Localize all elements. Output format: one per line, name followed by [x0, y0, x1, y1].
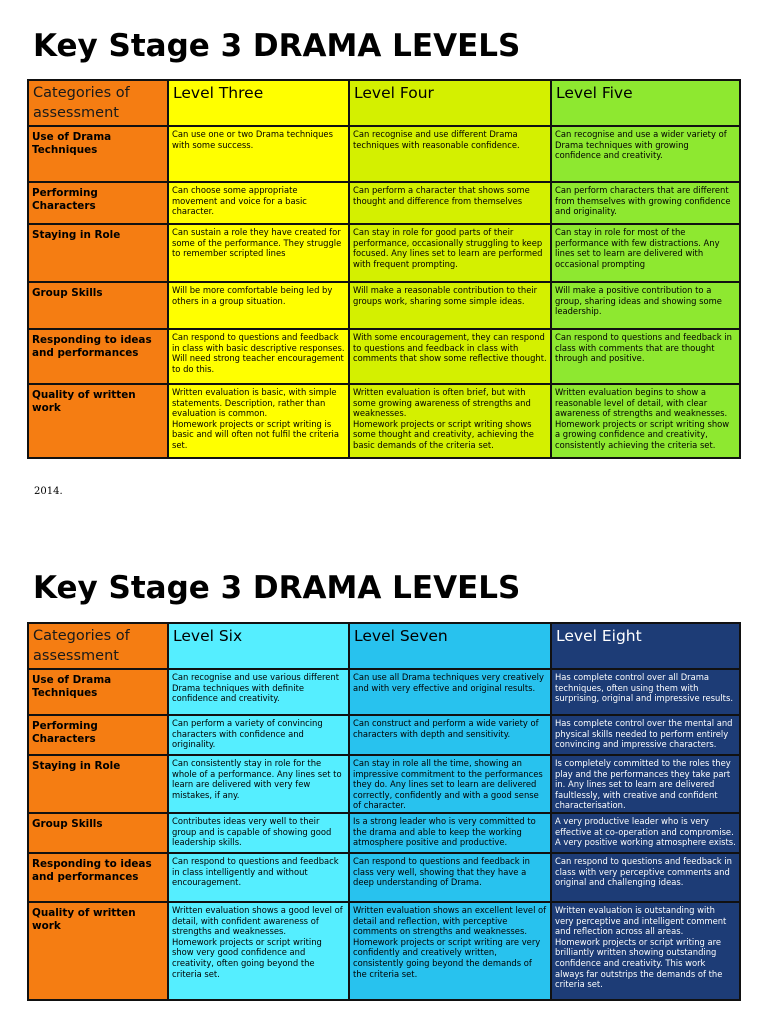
descriptor-cell: Can perform a variety of convincing characters with confidence and originality. — [168, 715, 349, 755]
header-cell-level-four: Level Four — [349, 80, 551, 126]
descriptor-cell: Can sustain a role they have created for some of the performance. They struggle to remember scripted lines — [168, 224, 349, 282]
descriptor-cell: Can construct and perform a wide variety of characters with depth and sensitivity. — [349, 715, 551, 755]
descriptor-cell: Can stay in role for good parts of their performance, occasionally struggling to keep focused. Any lines set to learn are performed with frequent prompting. — [349, 224, 551, 282]
table-row — [28, 853, 740, 902]
descriptor-cell: Can recognise and use a wider variety of Drama techniques with growing confidence and creativity. — [551, 126, 740, 182]
header-cell-categories: Categories of assessment — [28, 80, 168, 126]
table-row — [28, 224, 740, 282]
row-label: Group Skills — [28, 282, 168, 329]
descriptor-cell: With some encouragement, they can respond to questions and feedback in class with comments that show some reflective thought. — [349, 329, 551, 384]
descriptor-cell: Can stay in role all the time, showing an impressive commitment to the performances they do. Any lines set to learn are delivered correctly, confidently and with a good sense of character. — [349, 755, 551, 813]
descriptor-cell: Can perform characters that are different from themselves with growing confidence and originality. — [551, 182, 740, 224]
row-label: Quality of written work — [28, 384, 168, 458]
footer-year: 2014. — [34, 486, 63, 497]
descriptor-cell: Can perform a character that shows some thought and difference from themselves — [349, 182, 551, 224]
page-title: Key Stage 3 DRAMA LEVELS — [33, 28, 521, 64]
header-cell-level-six: Level Six — [168, 623, 349, 669]
descriptor-cell: Will make a reasonable contribution to their groups work, sharing some simple ideas. — [349, 282, 551, 329]
descriptor-cell: Can respond to questions and feedback in class very well, showing that they have a deep understanding of Drama. — [349, 853, 551, 902]
header-cell-level-five: Level Five — [551, 80, 740, 126]
table-row — [28, 813, 740, 853]
row-label: Performing Characters — [28, 715, 168, 755]
header-cell-level-seven: Level Seven — [349, 623, 551, 669]
table-row — [28, 384, 740, 458]
descriptor-cell: Written evaluation shows a good level of detail, with confident awareness of strengths and weaknesses. Homework projects or script writing show very good confidence and creativity, often going beyond the criteria set. — [168, 902, 349, 1000]
descriptor-cell: Written evaluation is basic, with simple statements. Description, rather than evaluation is common. Homework projects or script writing is basic and will often not fulfil the criteria set. — [168, 384, 349, 458]
descriptor-cell: A very productive leader who is very effective at co-operation and compromise. A very positive working atmosphere exists. — [551, 813, 740, 853]
table-row — [28, 715, 740, 755]
descriptor-cell: Has complete control over the mental and physical skills needed to perform entirely convincing and impressive characters. — [551, 715, 740, 755]
descriptor-cell: Will make a positive contribution to a group, sharing ideas and showing some leadership. — [551, 282, 740, 329]
descriptor-cell: Can respond to questions and feedback in class with basic descriptive responses. Will need strong teacher encouragement to do this. — [168, 329, 349, 384]
row-label: Staying in Role — [28, 224, 168, 282]
row-label: Responding to ideas and performances — [28, 853, 168, 902]
rubric-table — [27, 79, 741, 459]
rubric-table — [27, 622, 741, 1001]
row-label: Group Skills — [28, 813, 168, 853]
header-row — [28, 80, 740, 126]
descriptor-cell: Can consistently stay in role for the whole of a performance. Any lines set to learn are delivered with very few mistakes, if any. — [168, 755, 349, 813]
descriptor-cell: Will be more comfortable being led by others in a group situation. — [168, 282, 349, 329]
descriptor-cell: Can respond to questions and feedback in class with very perceptive comments and original and challenging ideas. — [551, 853, 740, 902]
descriptor-cell: Can recognise and use different Drama techniques with reasonable confidence. — [349, 126, 551, 182]
descriptor-cell: Can stay in role for most of the performance with few distractions. Any lines set to learn are delivered with occasional prompting — [551, 224, 740, 282]
row-label: Use of Drama Techniques — [28, 126, 168, 182]
table-row — [28, 182, 740, 224]
header-cell-level-three: Level Three — [168, 80, 349, 126]
descriptor-cell: Written evaluation shows an excellent level of detail and reflection, with perceptive comments on strengths and weaknesses. Homework projects or script writing are very confidently and creatively written, consistently going beyond the demands of the criteria set. — [349, 902, 551, 1000]
row-label: Quality of written work — [28, 902, 168, 1000]
table-row — [28, 329, 740, 384]
descriptor-cell: Is a strong leader who is very committed to the drama and able to keep the working atmosphere positive and productive. — [349, 813, 551, 853]
descriptor-cell: Can respond to questions and feedback in class intelligently and without encouragement. — [168, 853, 349, 902]
descriptor-cell: Can use one or two Drama techniques with some success. — [168, 126, 349, 182]
page-title: Key Stage 3 DRAMA LEVELS — [33, 570, 521, 606]
table-row — [28, 902, 740, 1000]
row-label: Staying in Role — [28, 755, 168, 813]
descriptor-cell: Written evaluation begins to show a reasonable level of detail, with clear awareness of strengths and weaknesses. Homework projects or script writing show a growing confidence and creativity, consistently achieving the criteria set. — [551, 384, 740, 458]
descriptor-cell: Can choose some appropriate movement and voice for a basic character. — [168, 182, 349, 224]
descriptor-cell: Can respond to questions and feedback in class with comments that are thought through and positive. — [551, 329, 740, 384]
header-row — [28, 623, 740, 669]
table-row — [28, 126, 740, 182]
table-row — [28, 755, 740, 813]
row-label: Performing Characters — [28, 182, 168, 224]
row-label: Responding to ideas and performances — [28, 329, 168, 384]
descriptor-cell: Has complete control over all Drama techniques, often using them with surprising, original and impressive results. — [551, 669, 740, 715]
descriptor-cell: Contributes ideas very well to their group and is capable of showing good leadership skills. — [168, 813, 349, 853]
descriptor-cell: Written evaluation is outstanding with very perceptive and intelligent comment and reflection across all areas. Homework projects or script writing are brilliantly written showing outstanding confidence and creativity. This work always far outstrips the demands of the criteria set. — [551, 902, 740, 1000]
table-row — [28, 669, 740, 715]
table-row — [28, 282, 740, 329]
header-cell-categories: Categories of assessment — [28, 623, 168, 669]
descriptor-cell: Is completely committed to the roles they play and the performances they take part in. Any lines set to learn are delivered faultlessly, with creative and confident characterisation. — [551, 755, 740, 813]
descriptor-cell: Can use all Drama techniques very creatively and with very effective and original results. — [349, 669, 551, 715]
header-cell-level-eight: Level Eight — [551, 623, 740, 669]
descriptor-cell: Can recognise and use various different Drama techniques with definite confidence and creativity. — [168, 669, 349, 715]
row-label: Use of Drama Techniques — [28, 669, 168, 715]
descriptor-cell: Written evaluation is often brief, but with some growing awareness of strengths and weaknesses. Homework projects or script writing shows some thought and creativity, achieving the basic demands of the criteria set. — [349, 384, 551, 458]
